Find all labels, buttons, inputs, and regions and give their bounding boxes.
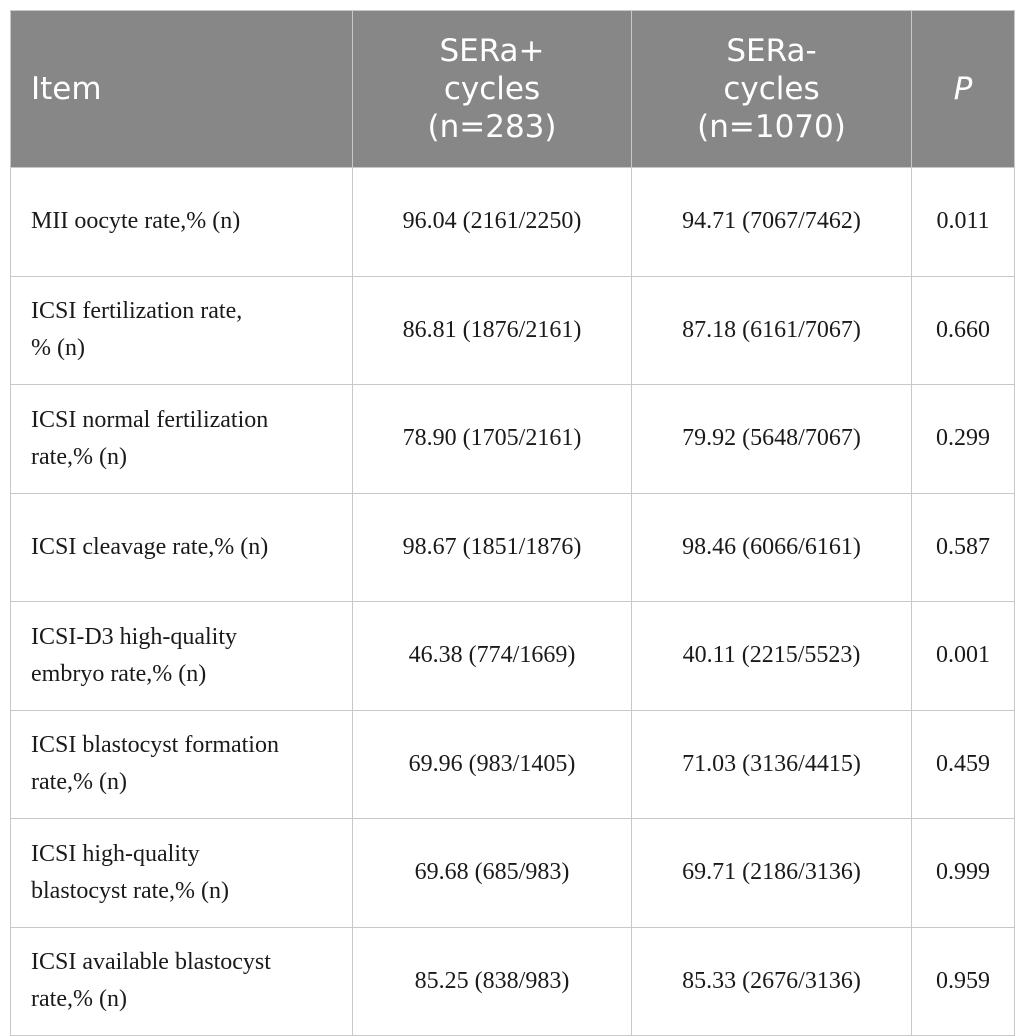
header-item-label: Item (31, 71, 102, 107)
cell-sera-negative: 98.46 (6066/6161) (632, 493, 912, 602)
cell-p-value: 0.299 (912, 385, 1015, 494)
header-item (11, 11, 353, 168)
table-body (11, 168, 1015, 1036)
cell-sera-negative: 87.18 (6161/7067) (632, 276, 912, 385)
cell-item (11, 927, 353, 1036)
table-row (11, 493, 1015, 602)
cell-item-line: rate,% (n) (31, 769, 127, 796)
cell-item (11, 168, 353, 277)
table-row (11, 385, 1015, 494)
header-sera-positive-line: SERa+ (439, 33, 545, 69)
cell-item-line: ICSI normal fertilization (31, 406, 269, 433)
cell-sera-positive: 46.38 (774/1669) (353, 602, 632, 711)
table-row (11, 927, 1015, 1036)
cell-p-value: 0.587 (912, 493, 1015, 602)
cell-sera-negative: 79.92 (5648/7067) (632, 385, 912, 494)
cell-item-line: ICSI-D3 high-quality (31, 623, 237, 650)
cell-p-value: 0.459 (912, 710, 1015, 819)
header-sera-negative-line: cycles (723, 71, 820, 107)
table-row (11, 602, 1015, 711)
cell-item (11, 602, 353, 711)
table-row (11, 276, 1015, 385)
cell-sera-positive: 69.96 (983/1405) (353, 710, 632, 819)
header-sera-positive-line: cycles (443, 71, 541, 107)
cell-p-value: 0.001 (912, 602, 1015, 711)
cell-sera-positive: 86.81 (1876/2161) (353, 276, 632, 385)
header-sera-negative (632, 11, 912, 168)
header-sera-positive-line: (n=283) (427, 109, 557, 145)
cell-item-line: embryo rate,% (n) (31, 660, 207, 687)
cell-item-line: rate,% (n) (31, 986, 127, 1013)
cell-item (11, 819, 353, 928)
header-sera-negative-line: (n=1070) (697, 109, 846, 145)
cell-p-value: 0.959 (912, 927, 1015, 1036)
header-p-label: P (953, 71, 973, 107)
results-table (10, 10, 1015, 1036)
cell-item (11, 276, 353, 385)
cell-sera-negative: 40.11 (2215/5523) (632, 602, 912, 711)
table-row (11, 710, 1015, 819)
header-sera-negative-line: SERa- (726, 33, 817, 69)
cell-item-line: ICSI cleavage rate,% (n) (31, 533, 269, 560)
cell-sera-positive: 85.25 (838/983) (353, 927, 632, 1036)
header-row (11, 11, 1015, 168)
cell-item-line: ICSI fertilization rate, (31, 298, 243, 325)
cell-sera-negative: 69.71 (2186/3136) (632, 819, 912, 928)
header-sera-positive (353, 11, 632, 168)
cell-item-line: blastocyst rate,% (n) (31, 877, 229, 904)
table-row (11, 819, 1015, 928)
cell-p-value: 0.999 (912, 819, 1015, 928)
cell-item-line: ICSI high-quality (31, 840, 200, 867)
cell-p-value: 0.011 (912, 168, 1015, 277)
cell-sera-positive: 69.68 (685/983) (353, 819, 632, 928)
cell-sera-negative: 94.71 (7067/7462) (632, 168, 912, 277)
header-p-value (912, 11, 1015, 168)
cell-sera-negative: 71.03 (3136/4415) (632, 710, 912, 819)
cell-sera-positive: 96.04 (2161/2250) (353, 168, 632, 277)
cell-item-line: MII oocyte rate,% (n) (31, 208, 241, 235)
cell-sera-positive: 98.67 (1851/1876) (353, 493, 632, 602)
cell-item-line: % (n) (31, 335, 85, 362)
cell-item (11, 493, 353, 602)
cell-item-line: ICSI blastocyst formation (31, 732, 279, 759)
cell-item (11, 385, 353, 494)
cell-item-line: ICSI available blastocyst (31, 949, 271, 976)
cell-item-line: rate,% (n) (31, 443, 127, 470)
table-header (11, 11, 1015, 168)
cell-item (11, 710, 353, 819)
cell-p-value: 0.660 (912, 276, 1015, 385)
cell-sera-positive: 78.90 (1705/2161) (353, 385, 632, 494)
table-row (11, 168, 1015, 277)
cell-sera-negative: 85.33 (2676/3136) (632, 927, 912, 1036)
